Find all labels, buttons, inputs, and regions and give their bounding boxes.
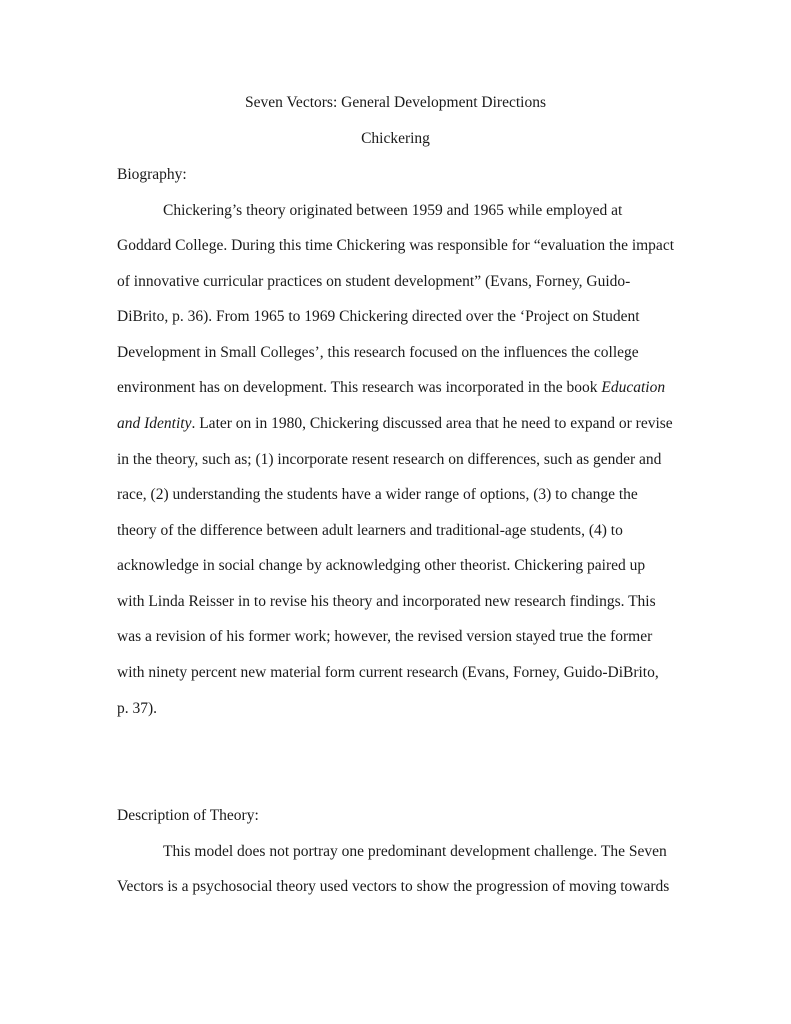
paragraph-line: Development in Small Colleges’, this research focused on the influences the college	[117, 344, 639, 361]
paragraph-line: This model does not portray one predominant development challenge. The Seven	[163, 843, 667, 860]
paragraph-line: Vectors is a psychosocial theory used vectors to show the progression of moving towards	[117, 878, 670, 895]
section-heading-biography: Biography:	[117, 166, 187, 183]
paragraph-line: theory of the difference between adult learners and traditional-age students, (4) to	[117, 522, 623, 539]
paragraph-line	[117, 378, 665, 398]
book-title-italic: and Identity	[117, 415, 192, 432]
paragraph-line: Chickering’s theory originated between 1959 and 1965 while employed at	[163, 202, 623, 219]
document-author: Chickering	[361, 130, 430, 147]
paragraph-line: race, (2) understanding the students have a wider range of options, (3) to change the	[117, 486, 638, 503]
paragraph-line: with Linda Reisser in to revise his theory and incorporated new research findings. This	[117, 593, 656, 610]
paragraph-line: p. 37).	[117, 700, 158, 717]
paragraph-line: Goddard College. During this time Chickering was responsible for “evaluation the impact	[117, 237, 675, 254]
text-run: . Later on in 1980, Chickering discussed area that he need to expand or revise	[191, 415, 673, 432]
paragraph-line: DiBrito, p. 36). From 1965 to 1969 Chickering directed over the ‘Project on Student	[117, 308, 640, 325]
paragraph-line: of innovative curricular practices on student development” (Evans, Forney, Guido-	[117, 273, 631, 290]
paragraph-line	[117, 414, 673, 434]
paragraph-line: with ninety percent new material form current research (Evans, Forney, Guido-DiBrito,	[117, 664, 659, 681]
text-run: environment has on development. This research was incorporated in the book	[117, 379, 602, 396]
document-title: Seven Vectors: General Development Directions	[244, 94, 546, 111]
paragraph-line: acknowledge in social change by acknowledging other theorist. Chickering paired up	[117, 557, 646, 574]
paragraph-line: in the theory, such as; (1) incorporate resent research on differences, such as gender and	[117, 451, 662, 468]
book-title-italic: Education	[601, 379, 666, 396]
paragraph-line: was a revision of his former work; however, the revised version stayed true the former	[117, 628, 653, 645]
section-heading-description: Description of Theory:	[117, 807, 259, 824]
